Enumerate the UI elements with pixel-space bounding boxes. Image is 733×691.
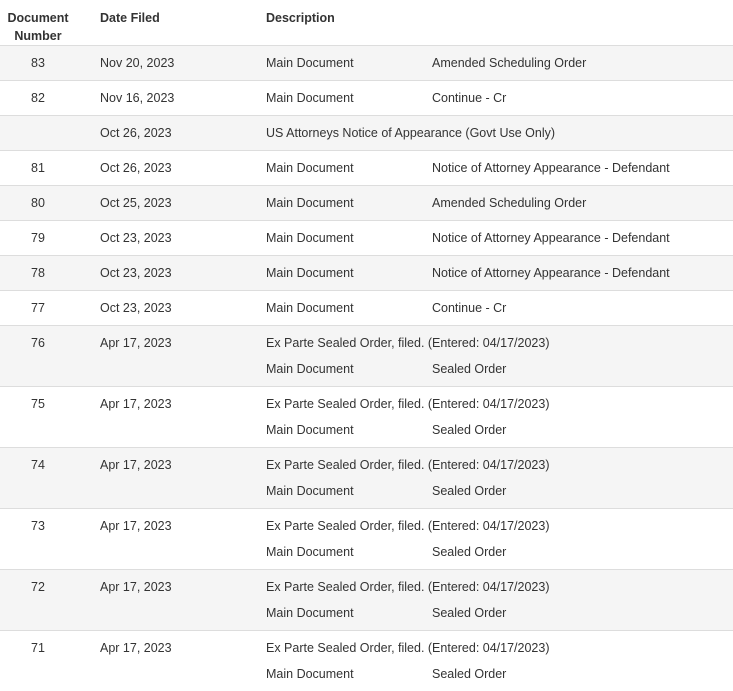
description-cell <box>266 631 733 691</box>
document-number[interactable]: 78 <box>0 256 76 290</box>
date-filed: Oct 25, 2023 <box>100 186 266 220</box>
attachment-line <box>266 600 733 626</box>
document-number-cell <box>0 291 76 326</box>
entry-description: US Attorneys Notice of Appearance (Govt Use Only) <box>266 116 733 150</box>
attachment-description: Continue - Cr <box>432 291 506 325</box>
main-document-link[interactable]: Main Document <box>266 256 432 290</box>
document-number[interactable]: 71 <box>0 635 76 661</box>
table-row <box>0 291 733 326</box>
attachment-description: Sealed Order <box>432 600 506 626</box>
entry-description: Ex Parte Sealed Order, filed. (Entered: 04/17/2023) <box>266 452 733 478</box>
table-row <box>0 151 733 186</box>
attachment-line <box>266 539 733 565</box>
date-filed: Apr 17, 2023 <box>100 635 266 661</box>
document-number[interactable]: 74 <box>0 452 76 478</box>
description-cell <box>266 186 733 221</box>
description-cell <box>266 116 733 151</box>
date-filed-cell <box>76 448 266 509</box>
main-document-link[interactable]: Main Document <box>266 539 432 565</box>
document-number-cell <box>0 116 76 151</box>
description-cell <box>266 291 733 326</box>
document-number[interactable]: 77 <box>0 291 76 325</box>
document-number-cell <box>0 326 76 387</box>
date-filed-cell <box>76 46 266 81</box>
date-filed-cell <box>76 116 266 151</box>
document-number[interactable]: 73 <box>0 513 76 539</box>
date-filed-header[interactable]: Date Filed <box>76 0 266 46</box>
table-row <box>0 448 733 509</box>
date-filed: Oct 26, 2023 <box>100 116 266 150</box>
document-number-cell <box>0 221 76 256</box>
attachment-description: Sealed Order <box>432 539 506 565</box>
attachment-description: Notice of Attorney Appearance - Defendant <box>432 151 670 185</box>
table-row <box>0 509 733 570</box>
date-filed: Apr 17, 2023 <box>100 330 266 356</box>
attachment-description: Sealed Order <box>432 661 506 687</box>
document-number-cell <box>0 448 76 509</box>
document-number-header[interactable]: Document Number <box>0 0 76 46</box>
main-document-link[interactable]: Main Document <box>266 356 432 382</box>
attachment-line <box>266 661 733 687</box>
document-number-cell <box>0 631 76 691</box>
description-cell <box>266 221 733 256</box>
table-row <box>0 570 733 631</box>
entry-description: Ex Parte Sealed Order, filed. (Entered: 04/17/2023) <box>266 391 733 417</box>
attachment-description: Notice of Attorney Appearance - Defendant <box>432 256 670 290</box>
date-filed-cell <box>76 256 266 291</box>
date-filed-cell <box>76 291 266 326</box>
date-filed-cell <box>76 326 266 387</box>
document-number[interactable]: 82 <box>0 81 76 115</box>
main-document-link[interactable]: Main Document <box>266 478 432 504</box>
date-filed-cell <box>76 387 266 448</box>
entry-description: Ex Parte Sealed Order, filed. (Entered: 04/17/2023) <box>266 635 733 661</box>
description-cell <box>266 151 733 186</box>
date-filed-cell <box>76 631 266 691</box>
table-row <box>0 81 733 116</box>
main-document-link[interactable]: Main Document <box>266 661 432 687</box>
date-filed: Apr 17, 2023 <box>100 452 266 478</box>
attachment-description: Sealed Order <box>432 417 506 443</box>
attachment-line <box>266 478 733 504</box>
main-document-link[interactable]: Main Document <box>266 221 432 255</box>
date-filed: Oct 23, 2023 <box>100 256 266 290</box>
description-cell <box>266 326 733 387</box>
attachment-description: Amended Scheduling Order <box>432 46 586 80</box>
document-number-cell <box>0 186 76 221</box>
main-document-link[interactable]: Main Document <box>266 291 432 325</box>
date-filed: Nov 20, 2023 <box>100 46 266 80</box>
main-document-link[interactable]: Main Document <box>266 46 432 80</box>
date-filed: Oct 23, 2023 <box>100 221 266 255</box>
attachment-line <box>266 356 733 382</box>
document-number-cell <box>0 151 76 186</box>
table-row <box>0 256 733 291</box>
document-number <box>0 116 76 150</box>
attachment-description: Sealed Order <box>432 356 506 382</box>
table-row <box>0 46 733 81</box>
date-filed: Oct 23, 2023 <box>100 291 266 325</box>
attachment-line <box>266 151 733 185</box>
document-number-cell <box>0 256 76 291</box>
description-cell <box>266 387 733 448</box>
date-filed-cell <box>76 186 266 221</box>
description-cell <box>266 570 733 631</box>
table-row <box>0 387 733 448</box>
attachment-line <box>266 256 733 290</box>
document-number[interactable]: 83 <box>0 46 76 80</box>
description-cell <box>266 81 733 116</box>
description-cell <box>266 448 733 509</box>
document-number[interactable]: 76 <box>0 330 76 356</box>
date-filed: Apr 17, 2023 <box>100 574 266 600</box>
description-cell <box>266 46 733 81</box>
description-header[interactable]: Description <box>266 0 733 46</box>
entry-description: Ex Parte Sealed Order, filed. (Entered: 04/17/2023) <box>266 330 733 356</box>
date-filed: Nov 16, 2023 <box>100 81 266 115</box>
document-number-cell <box>0 509 76 570</box>
document-number[interactable]: 81 <box>0 151 76 185</box>
description-cell <box>266 509 733 570</box>
date-filed: Apr 17, 2023 <box>100 391 266 417</box>
document-number-cell <box>0 81 76 116</box>
attachment-description: Amended Scheduling Order <box>432 186 586 220</box>
document-number-cell <box>0 570 76 631</box>
attachment-description: Continue - Cr <box>432 81 506 115</box>
attachment-line <box>266 291 733 325</box>
entry-description: Ex Parte Sealed Order, filed. (Entered: 04/17/2023) <box>266 513 733 539</box>
table-row <box>0 631 733 691</box>
attachment-line <box>266 417 733 443</box>
description-cell <box>266 256 733 291</box>
date-filed-cell <box>76 509 266 570</box>
main-document-link[interactable]: Main Document <box>266 600 432 626</box>
attachment-line <box>266 46 733 80</box>
table-row <box>0 221 733 256</box>
main-document-link[interactable]: Main Document <box>266 151 432 185</box>
date-filed-cell <box>76 81 266 116</box>
attachment-line <box>266 81 733 115</box>
date-filed: Apr 17, 2023 <box>100 513 266 539</box>
entry-description: Ex Parte Sealed Order, filed. (Entered: 04/17/2023) <box>266 574 733 600</box>
table-row <box>0 186 733 221</box>
document-number[interactable]: 72 <box>0 574 76 600</box>
attachment-description: Sealed Order <box>432 478 506 504</box>
document-number[interactable]: 79 <box>0 221 76 255</box>
document-number[interactable]: 80 <box>0 186 76 220</box>
date-filed-cell <box>76 221 266 256</box>
docket-rows <box>0 46 733 691</box>
main-document-link[interactable]: Main Document <box>266 417 432 443</box>
document-number[interactable]: 75 <box>0 391 76 417</box>
document-number-cell <box>0 46 76 81</box>
date-filed: Oct 26, 2023 <box>100 151 266 185</box>
attachment-line <box>266 221 733 255</box>
table-row <box>0 116 733 151</box>
main-document-link[interactable]: Main Document <box>266 186 432 220</box>
attachment-description: Notice of Attorney Appearance - Defendant <box>432 221 670 255</box>
table-row <box>0 326 733 387</box>
main-document-link[interactable]: Main Document <box>266 81 432 115</box>
table-header-row <box>0 0 733 46</box>
date-filed-cell <box>76 570 266 631</box>
document-number-cell <box>0 387 76 448</box>
date-filed-cell <box>76 151 266 186</box>
attachment-line <box>266 186 733 220</box>
